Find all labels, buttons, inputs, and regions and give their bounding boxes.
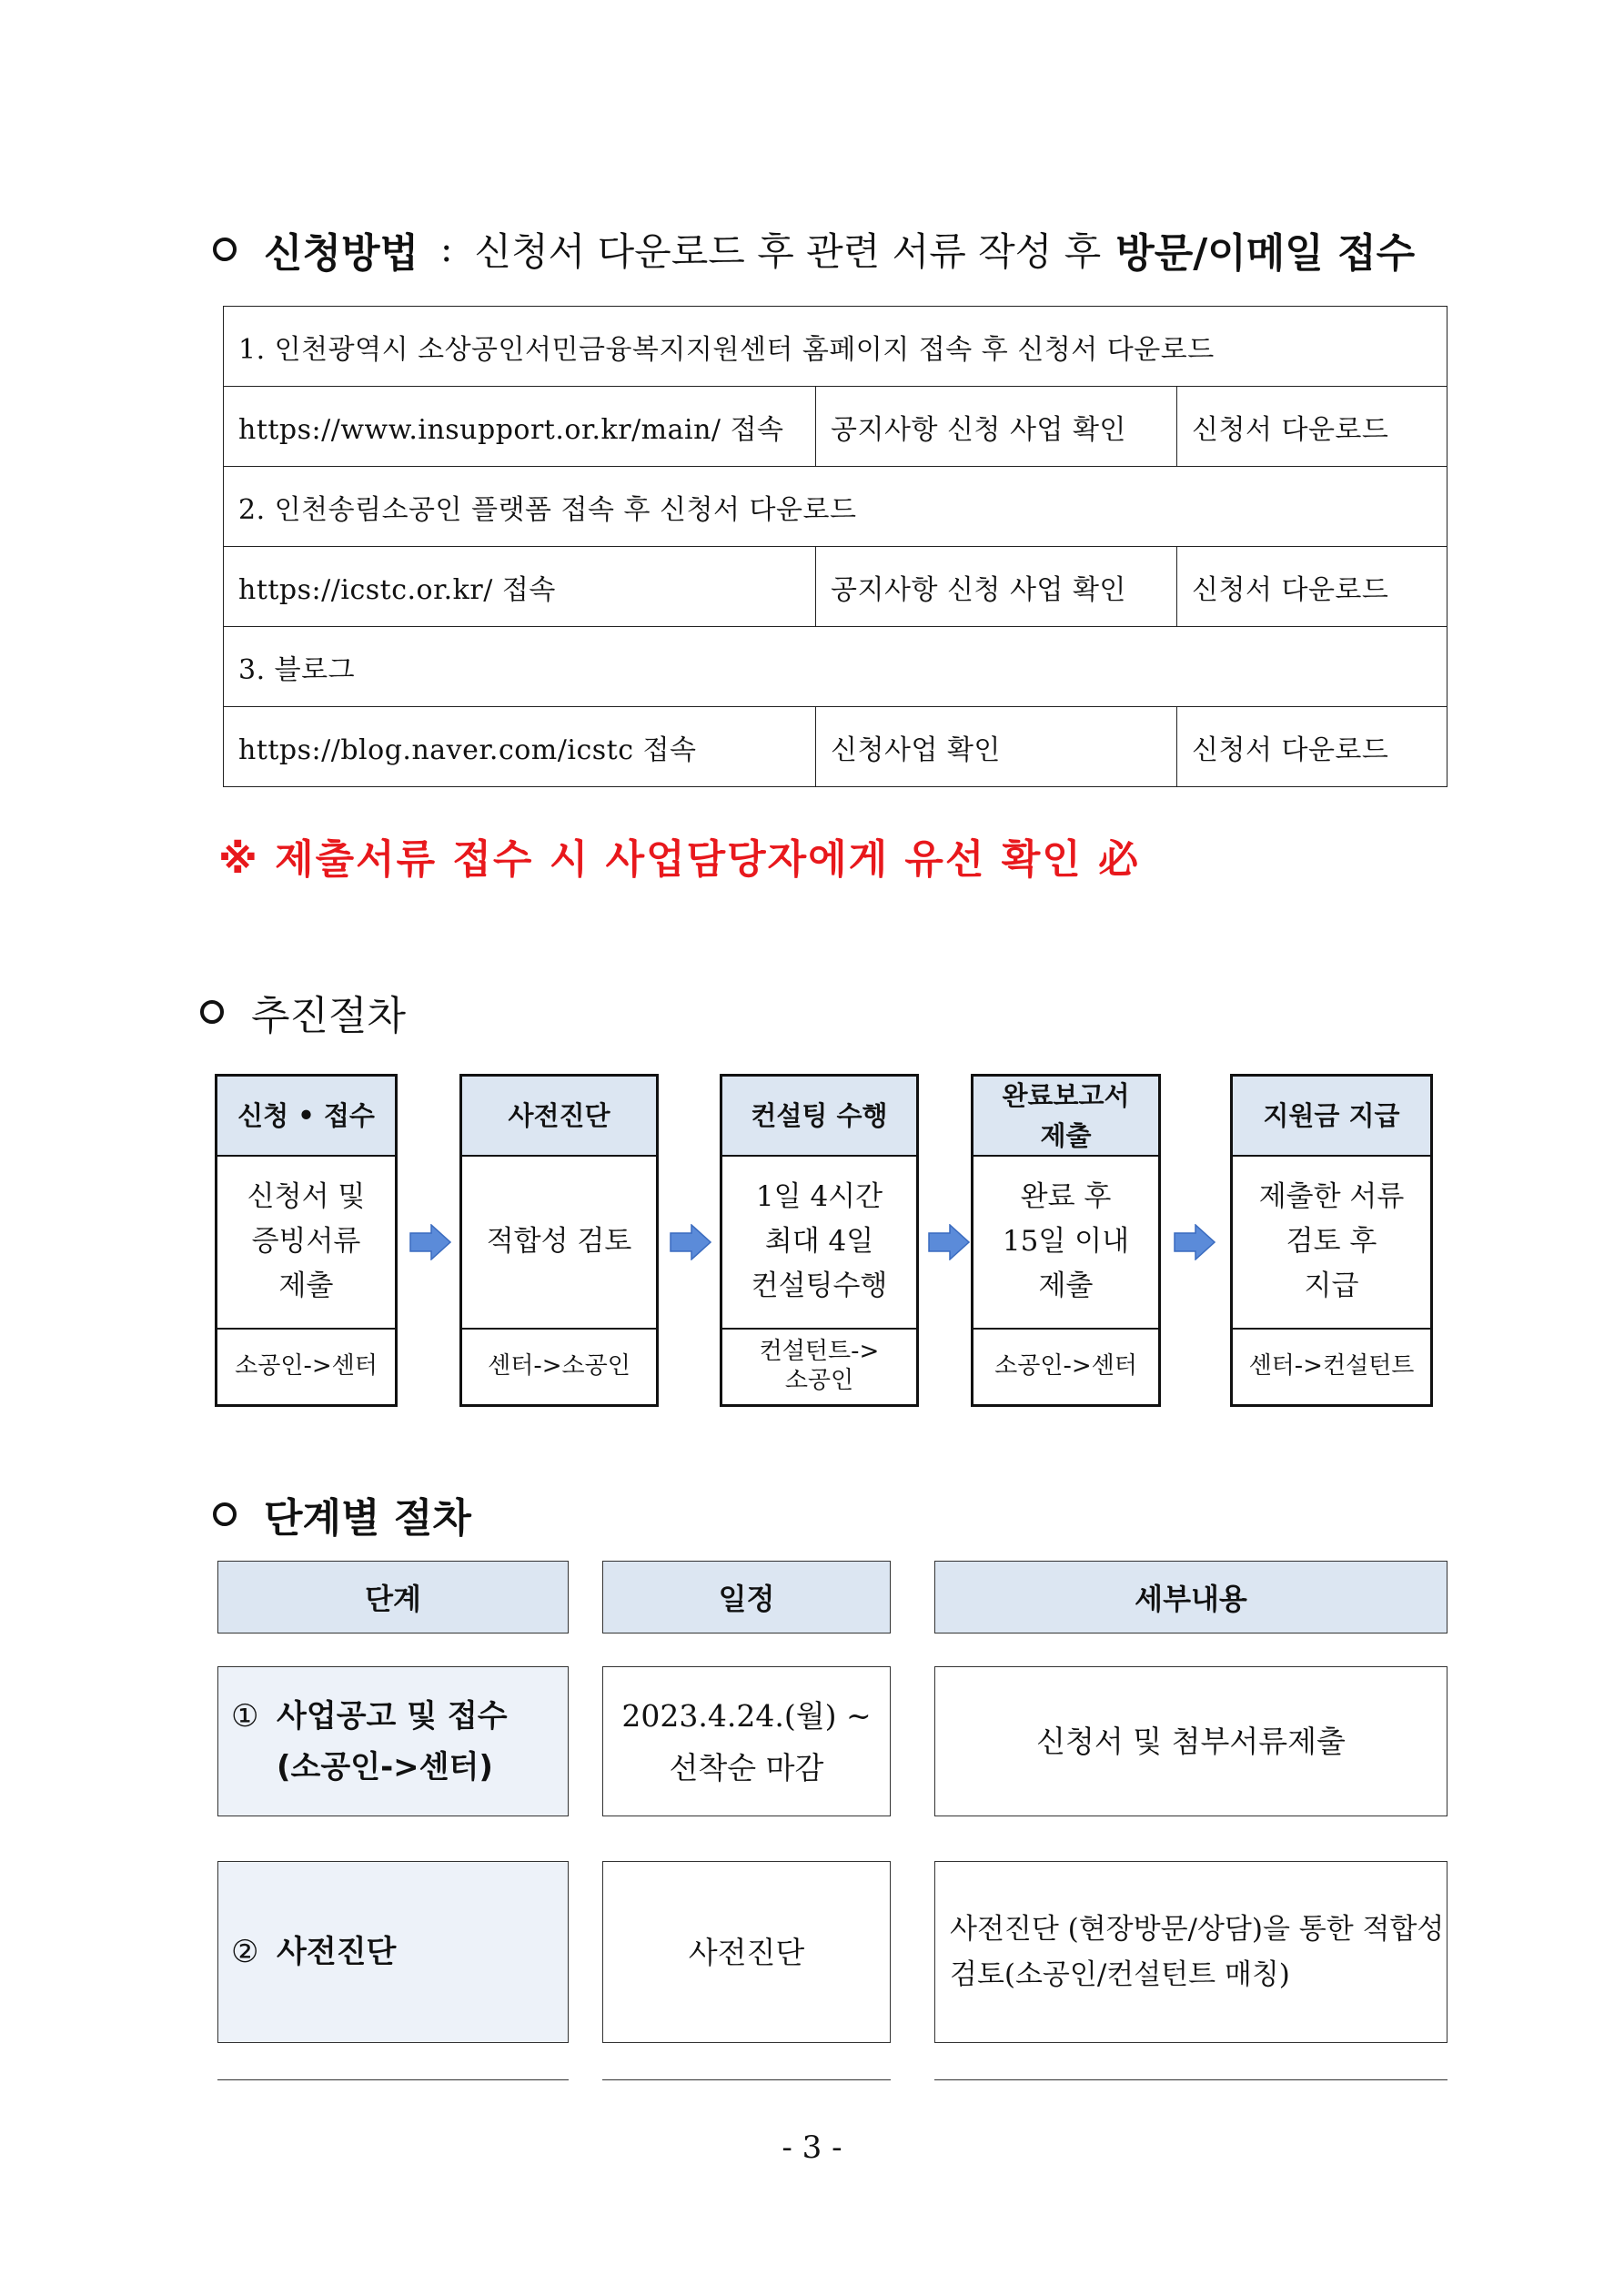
method-cell-download: 신청서 다운로드 — [1177, 707, 1447, 787]
flow-step-head: 지원금 지급 — [1233, 1077, 1430, 1157]
stage-subname: (소공인->센터) — [277, 1748, 493, 1785]
method-cell-download: 신청서 다운로드 — [1177, 547, 1447, 627]
stages-header-detail: 세부내용 — [934, 1561, 1447, 1633]
schedule-cell — [602, 1861, 891, 2043]
flow-step-head: 컨설팅 수행 — [722, 1077, 916, 1157]
process-section-title — [200, 985, 406, 1039]
circle-bullet-icon — [213, 238, 237, 261]
stages-header-stage: 단계 — [217, 1561, 569, 1633]
table-row — [224, 707, 1447, 787]
flow-step-diagnosis — [459, 1074, 659, 1407]
flow-step-consulting — [720, 1074, 919, 1407]
circle-bullet-icon — [200, 1000, 224, 1024]
method-cell-check: 신청사업 확인 — [816, 707, 1177, 787]
method-cell-url: https://www.insupport.or.kr/main/ 접속 — [224, 387, 816, 467]
schedule-cell — [602, 1666, 891, 1816]
flow-step-head: 신청 • 접수 — [217, 1077, 395, 1157]
method-cell-check: 공지사항 신청 사업 확인 — [816, 387, 1177, 467]
right-arrow-icon — [670, 1224, 711, 1260]
table-row — [224, 307, 1447, 387]
method-table — [223, 306, 1447, 787]
flow-step-body: 신청서 및 증빙서류 제출 — [217, 1155, 395, 1330]
table-row — [224, 547, 1447, 627]
stage-name: 사업공고 및 접수 — [277, 1697, 508, 1735]
method-row-header: 2. 인천송림소공인 플랫폼 접속 후 신청서 다운로드 — [224, 467, 1447, 547]
stage-name: 사전진단 — [277, 1934, 397, 1970]
method-description-bold: 방문/이메일 접수 — [1115, 230, 1416, 277]
flow-step-foot: 소공인->센터 — [994, 1352, 1137, 1380]
flow-step-foot: 센터->컨설턴트 — [1248, 1352, 1415, 1380]
method-cell-url: https://icstc.or.kr/ 접속 — [224, 547, 816, 627]
stage-cell — [217, 1666, 569, 1816]
flow-step-report — [971, 1074, 1161, 1407]
divider — [602, 2079, 891, 2080]
stage-number: ① — [231, 1697, 259, 1735]
right-arrow-icon — [409, 1224, 451, 1260]
method-title: 신청방법 — [264, 230, 419, 277]
detail-line: 검토(소공인/컨설턴트 매칭) — [950, 1958, 1290, 1991]
detail-line: 사전진단 (현장방문/상담)을 통한 적합성 — [950, 1913, 1445, 1946]
detail-cell — [934, 1861, 1447, 2043]
circle-bullet-icon — [213, 1502, 237, 1526]
flow-step-foot: 컨설턴트-> 소공인 — [759, 1338, 880, 1394]
detail-line: 신청서 및 첨부서류제출 — [1036, 1724, 1346, 1759]
stages-header-schedule: 일정 — [602, 1561, 891, 1633]
flow-step-body: 완료 후 15일 이내 제출 — [973, 1155, 1158, 1330]
method-row-header: 1. 인천광역시 소상공인서민금융복지지원센터 홈페이지 접속 후 신청서 다운로드 — [224, 307, 1447, 387]
flow-step-apply — [215, 1074, 398, 1407]
schedule-line: 2023.4.24.(월) ~ — [621, 1697, 872, 1734]
flow-step-head: 사전진단 — [462, 1077, 656, 1157]
flow-step-body: 적합성 검토 — [462, 1155, 656, 1330]
method-cell-url: https://blog.naver.com/icstc 접속 — [224, 707, 816, 787]
flow-step-head: 완료보고서 제출 — [973, 1077, 1158, 1157]
flow-step-foot: 센터->소공인 — [488, 1352, 630, 1380]
method-row-header: 3. 블로그 — [224, 627, 1447, 707]
notice-text: ※ 제출서류 접수 시 사업담당자에게 유선 확인 必 — [218, 836, 1141, 883]
divider — [217, 2079, 569, 2080]
method-colon: : — [440, 228, 453, 270]
divider — [934, 2079, 1447, 2080]
right-arrow-icon — [1174, 1224, 1215, 1260]
flow-step-body: 제출한 서류 검토 후 지급 — [1233, 1155, 1430, 1330]
process-title: 추진절차 — [251, 993, 407, 1039]
stages-title: 단계별 절차 — [264, 1495, 471, 1542]
stage-number: ② — [231, 1934, 259, 1970]
table-row — [224, 467, 1447, 547]
page-number: - 3 - — [782, 2129, 842, 2166]
table-row — [224, 387, 1447, 467]
detail-cell — [934, 1666, 1447, 1816]
method-section-title — [213, 222, 1415, 277]
stages-section-title — [213, 1487, 471, 1542]
schedule-line: 사전진단 — [688, 1934, 805, 1970]
right-arrow-icon — [928, 1224, 970, 1260]
method-cell-download: 신청서 다운로드 — [1177, 387, 1447, 467]
flow-step-body: 1일 4시간 최대 4일 컨설팅수행 — [722, 1155, 916, 1330]
stage-cell — [217, 1861, 569, 2043]
schedule-line: 선착순 마감 — [669, 1749, 824, 1785]
table-row — [224, 627, 1447, 707]
method-description: 신청서 다운로드 후 관련 서류 작성 후 — [474, 229, 1102, 274]
flow-step-foot: 소공인->센터 — [235, 1352, 378, 1380]
flow-step-payment — [1230, 1074, 1433, 1407]
method-cell-check: 공지사항 신청 사업 확인 — [816, 547, 1177, 627]
